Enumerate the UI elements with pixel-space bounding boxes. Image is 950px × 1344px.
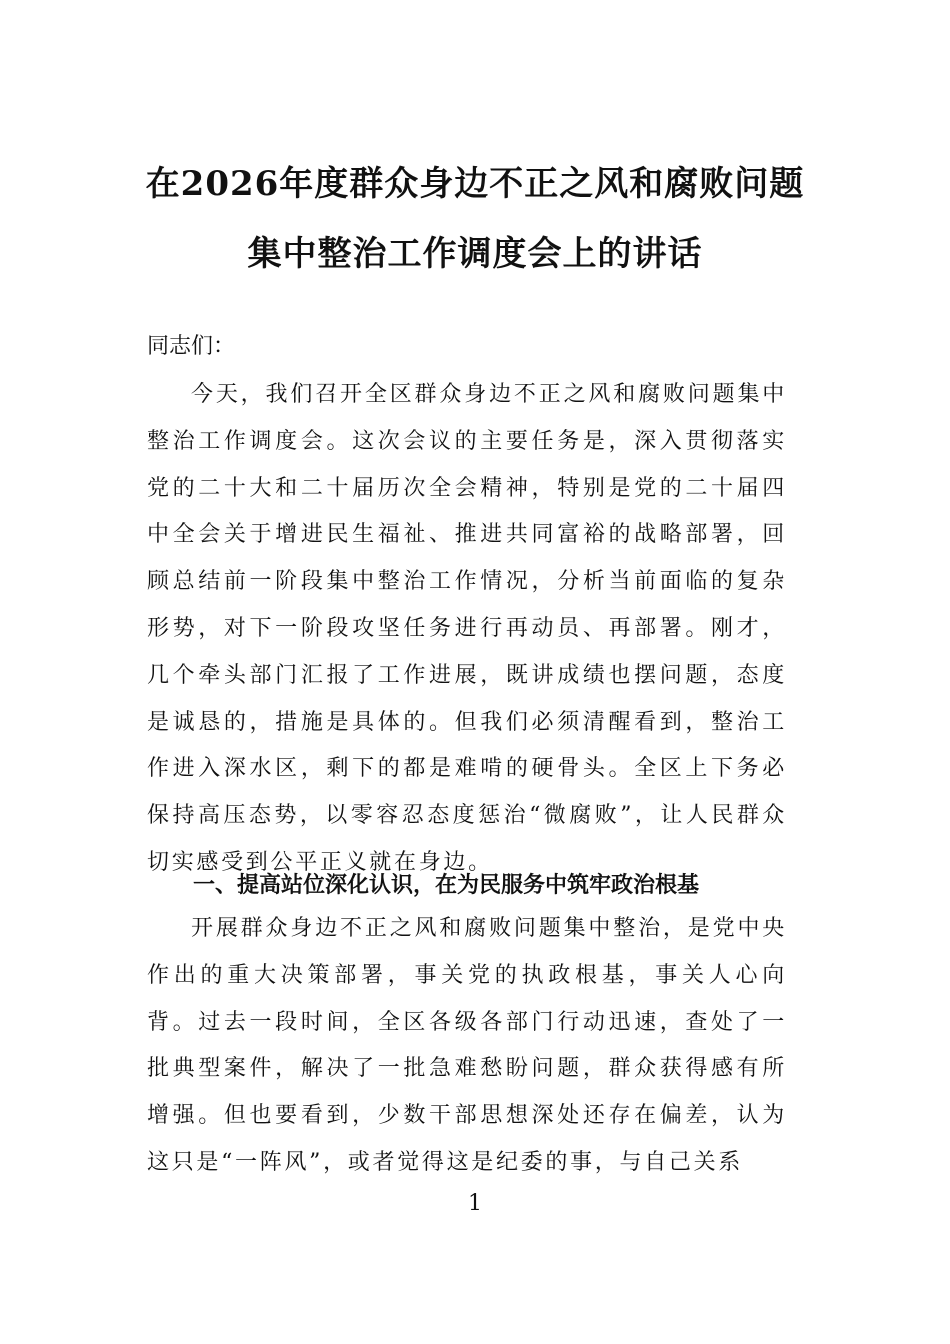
section-heading-1: 一、提高站位深化认识，在为民服务中筑牢政治根基 bbox=[193, 873, 700, 898]
section-1-paragraph: 开展群众身边不正之风和腐败问题集中整治，是党中央作出的重大决策部署，事关党的执政根基，事关人心向背。过去一段时间，全区各级各部门行动迅速，查处了一批典型案件，解决了一批急难愁盼问题，群众获得感有所增强。但也要看到，少数干部思想深处还存在偏差，认为这只是“一阵风”，或者觉得这是纪委的事，与自己关系 bbox=[147, 916, 787, 1175]
document-title-line-1: 在2026年度群众身边不正之风和腐败问题 bbox=[145, 164, 805, 204]
opening-paragraph: 今天，我们召开全区群众身边不正之风和腐败问题集中整治工作调度会。这次会议的主要任务是，深入贯彻落实党的二十大和二十届历次全会精神，特别是党的二十届四中全会关于增进民生福祉、推进共同富裕的战略部署，回顾总结前一阶段集中整治工作情况，分析当前面临的复杂形势，对下一阶段攻坚任务进行再动员、再部署。刚才，几个牵头部门汇报了工作进展，既讲成绩也摆问题，态度是诚恳的，措施是具体的。但我们必须清醒看到，整治工作进入深水区，剩下的都是难啃的硬骨头。全区上下务必保持高压态势，以零容忍态度惩治“微腐败”，让人民群众切实感受到公平正义就在身边。 bbox=[147, 382, 787, 875]
document-title-line-2: 集中整治工作调度会上的讲话 bbox=[247, 234, 703, 274]
salutation: 同志们： bbox=[147, 334, 236, 359]
page-number: 1 bbox=[468, 1191, 482, 1216]
